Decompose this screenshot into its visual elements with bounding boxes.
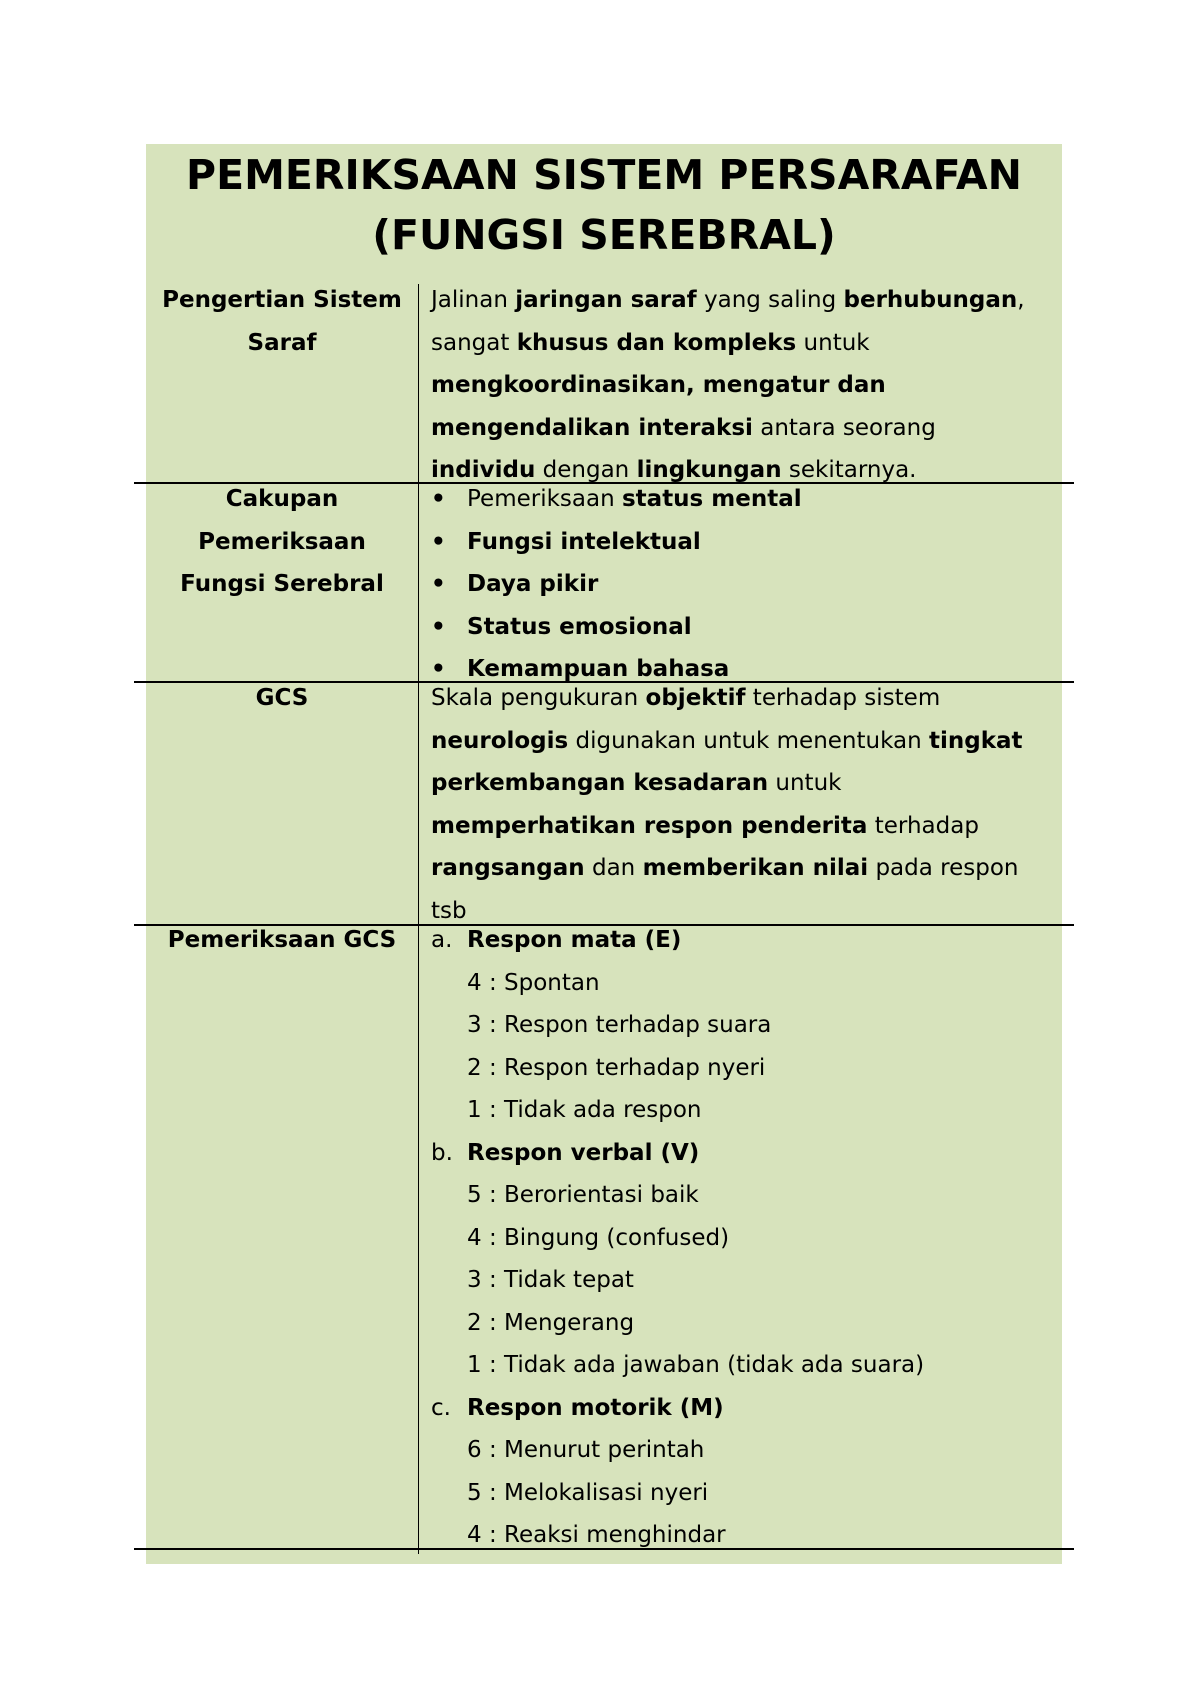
content-pemeriksaan-gcs [431,919,1071,1557]
gcs-score-item: 1 : Tidak ada respon [467,1097,702,1123]
label-pemeriksaan-gcs: Pemeriksaan GCS [167,927,397,953]
bullet-icon: • [431,528,446,555]
label-pengertian-sistem-saraf: Pengertian Sistem Saraf [162,287,402,356]
text-line: individu dengan lingkungan sekitarnya. [431,457,917,483]
text-line: perkembangan kesadaran untuk [431,770,842,796]
gcs-score-item: 4 : Spontan [467,969,600,996]
gcs-score-item: 4 : Bingung (confused) [467,1224,730,1251]
gcs-score-item: 5 : Melokalisasi nyeri [467,1479,709,1506]
gcs-score-item: 3 : Tidak tepat [467,1267,634,1293]
text-line: Jalinan jaringan saraf yang saling berhubungan, [431,287,1025,313]
column-divider [418,284,419,1554]
bullet-icon: • [431,571,446,597]
gcs-score-item: 6 : Menurut perintah [467,1437,705,1463]
text-line: rangsangan dan memberikan nilai pada respon [431,855,1019,881]
content-gcs [431,677,1071,932]
label-cakupan-pemeriksaan: Cakupan Pemeriksaan Fungsi Serebral [180,486,384,597]
gcs-score-item: 2 : Respon terhadap nyeri [467,1054,766,1081]
text-line: sangat khusus dan kompleks untuk [431,329,870,356]
list-item: • Status emosional [431,606,1071,649]
text-line: mengendalikan interaksi antara seorang [431,414,936,441]
content-pengertian [431,279,1071,492]
gcs-section-heading: a. Respon mata (E) [431,927,682,953]
gcs-score-item: 1 : Tidak ada jawaban (tidak ada suara) [467,1352,925,1378]
content-cakupan-list [431,478,1071,691]
text-line: neurologis digunakan untuk menentukan tingkat [431,727,1023,754]
title-line-1: PEMERIKSAAN SISTEM PERSARAFAN [186,151,1022,199]
text-line: mengkoordinasikan, mengatur dan [431,372,886,398]
list-item: • Daya pikir [431,563,1071,606]
gcs-score-item: 2 : Mengerang [467,1309,635,1336]
gcs-score-item: 4 : Reaksi menghindar [467,1522,726,1548]
gcs-section-heading: c. Respon motorik (M) [431,1394,724,1421]
bullet-icon: • [431,486,446,512]
page-title [146,144,1062,265]
bullet-icon: • [431,656,446,682]
list-item: • Fungsi intelektual [431,521,1071,564]
text-line: memperhatikan respon penderita terhadap [431,812,979,839]
text-line: tsb [431,897,467,924]
bullet-icon: • [431,613,446,640]
list-item: • Kemampuan bahasa [431,648,1071,691]
label-gcs: GCS [255,685,309,711]
text-line: Skala pengukuran objektif terhadap sistem [431,685,941,711]
gcs-section-heading: b. Respon verbal (V) [431,1139,700,1166]
gcs-score-item: 5 : Berorientasi baik [467,1182,699,1208]
list-item: • Pemeriksaan status mental [431,478,1071,521]
title-line-2: (FUNGSI SEREBRAL) [372,211,836,259]
gcs-score-item: 3 : Respon terhadap suara [467,1012,772,1038]
